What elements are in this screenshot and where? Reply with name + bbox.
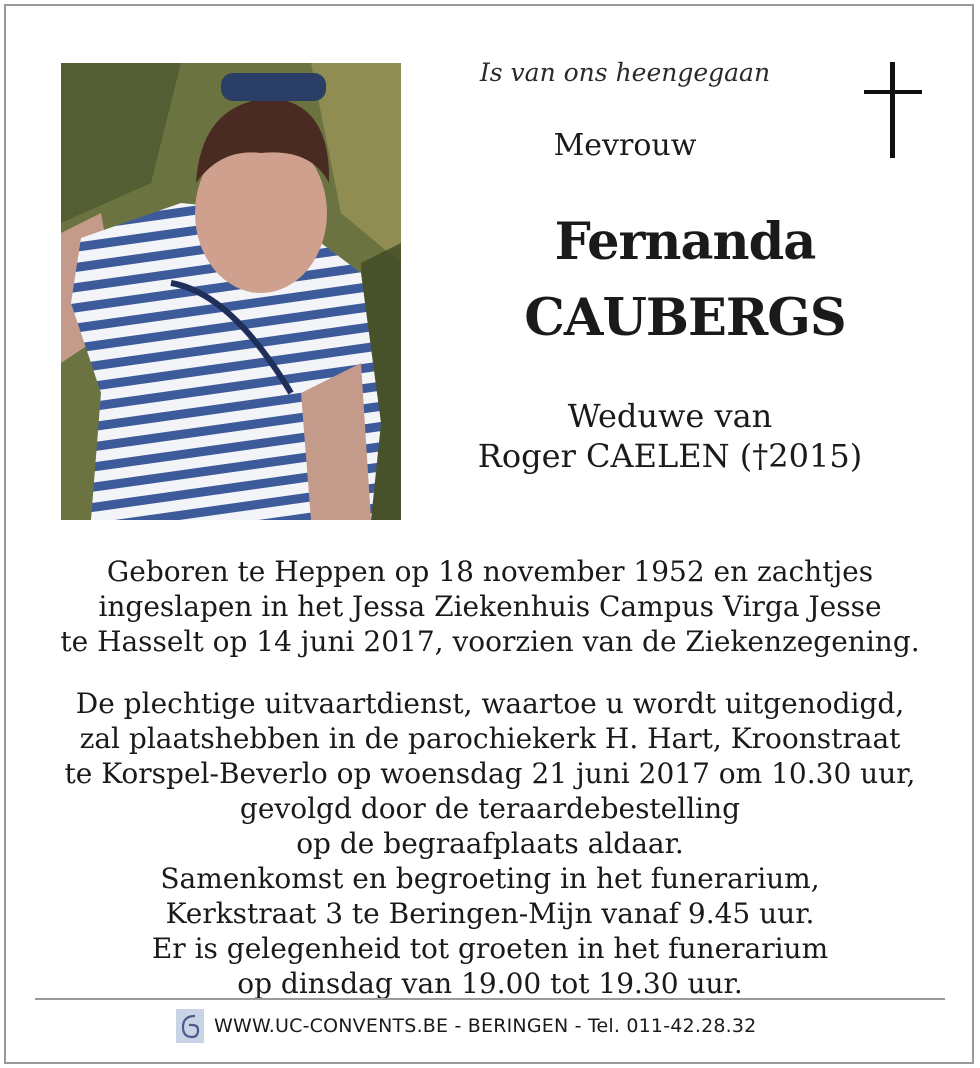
text-line: Samenkomst en begroeting in het funerarium, bbox=[160, 862, 820, 895]
text-line: Geboren te Heppen op 18 november 1952 en zachtjes bbox=[106, 555, 874, 588]
text-line: Er is gelegenheid tot groeten in het funerarium bbox=[151, 932, 829, 965]
text-line: gevolgd door de teraardebestelling bbox=[239, 792, 741, 825]
funeral-details-paragraph bbox=[40, 686, 940, 1001]
footer-contact: WWW.UC-CONVENTS.BE - BERINGEN - Tel. 011-42.28.32 bbox=[214, 1015, 757, 1037]
first-name: Fernanda bbox=[554, 212, 816, 272]
cross-icon bbox=[864, 62, 922, 164]
text-line: ingeslapen in het Jessa Ziekenhuis Campus Virga Jesse bbox=[98, 590, 882, 623]
announcement-intro: Is van ons heengegaan bbox=[479, 58, 771, 87]
salutation: Mevrouw bbox=[553, 128, 697, 163]
footer-divider bbox=[35, 998, 945, 1000]
spouse-name: Roger CAELEN (†2015) bbox=[477, 437, 863, 475]
birth-death-paragraph bbox=[40, 554, 940, 659]
widow-label: Weduwe van bbox=[567, 397, 773, 435]
text-line: Kerkstraat 3 te Beringen-Mijn vanaf 9.45 uur. bbox=[165, 897, 815, 930]
text-line: te Korspel-Beverlo op woensdag 21 juni 2017 om 10.30 uur, bbox=[64, 757, 916, 790]
text-line: De plechtige uitvaartdienst, waartoe u wordt uitgenodigd, bbox=[75, 687, 905, 720]
text-line: op dinsdag van 19.00 tot 19.30 uur. bbox=[237, 967, 743, 1000]
widow-of bbox=[450, 396, 890, 476]
funeral-home-logo-icon bbox=[176, 1009, 204, 1043]
footer bbox=[176, 1008, 756, 1044]
text-line: op de begraafplaats aldaar. bbox=[296, 827, 684, 860]
text-line: te Hasselt op 14 juni 2017, voorzien van de Ziekenzegening. bbox=[60, 625, 920, 658]
last-name: CAUBERGS bbox=[524, 288, 846, 348]
text-line: zal plaatshebben in de parochiekerk H. Hart, Kroonstraat bbox=[79, 722, 901, 755]
portrait-photo bbox=[61, 63, 401, 520]
